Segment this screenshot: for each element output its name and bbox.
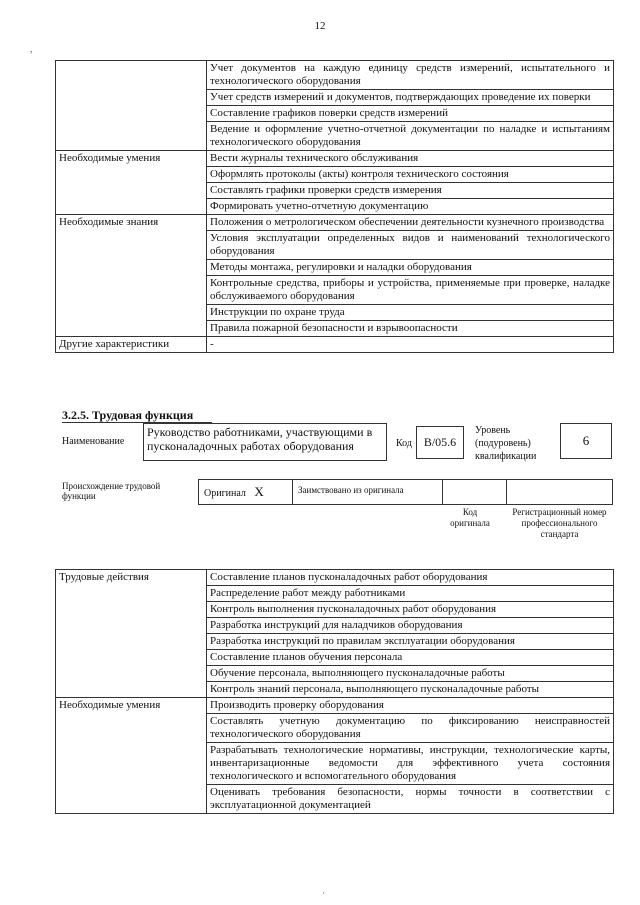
table-row: [56, 570, 614, 586]
table-row: [56, 743, 614, 785]
table-row: [56, 321, 614, 337]
row-item: Оформлять протоколы (акты) контроля технического состояния: [207, 167, 614, 183]
row-item: Составление планов обучения персонала: [207, 650, 614, 666]
original-label: Оригинал: [204, 488, 246, 499]
row-label: [56, 231, 207, 260]
row-label: [56, 682, 207, 698]
row-label: [56, 167, 207, 183]
row-label: [56, 183, 207, 199]
row-item: Формировать учетно-отчетную документацию: [207, 199, 614, 215]
original-cell: [198, 479, 293, 505]
row-item: Распределение работ между работниками: [207, 586, 614, 602]
row-item: Разработка инструкций для наладчиков оборудования: [207, 618, 614, 634]
row-item: Методы монтажа, регулировки и наладки оборудования: [207, 260, 614, 276]
top-requirements-table: [55, 60, 614, 353]
table-row: [56, 650, 614, 666]
row-item: Производить проверку оборудования: [207, 698, 614, 714]
row-item: Правила пожарной безопасности и взрывоопасности: [207, 321, 614, 337]
reg-number-caption: Регистрационный номер профессионального стандарта: [512, 507, 607, 539]
row-label: [56, 61, 207, 90]
table-row: [56, 618, 614, 634]
table-row: [56, 586, 614, 602]
row-item: Учет средств измерений и документов, подтверждающих проведение их поверки: [207, 90, 614, 106]
table-row: [56, 61, 614, 90]
origin-label: Происхождение трудовой функции: [62, 481, 161, 501]
row-label: [56, 276, 207, 305]
code-original-caption: Код оригинала: [450, 507, 490, 528]
table-row: [56, 666, 614, 682]
row-label: [56, 602, 207, 618]
row-label: [56, 260, 207, 276]
row-item: Обучение персонала, выполняющего пусконаладочные работы: [207, 666, 614, 682]
row-item: Составлять учетную документацию по фиксированию неисправностей технологического оборудования: [207, 714, 614, 743]
scan-mark: ·: [322, 888, 325, 898]
row-item: Учет документов на каждую единицу средств измерений, испытательного и технологического оборудования: [207, 61, 614, 90]
table-row: [56, 167, 614, 183]
row-item: Составление планов пусконаладочных работ оборудования: [207, 570, 614, 586]
row-item: Разрабатывать технологические нормативы, инструкции, технологические карты, инвентаризационные ведомости для эффективного учета состояния технологического и вспомогательного оборудования: [207, 743, 614, 785]
function-name-value: Руководство работниками, участвующими в пусконаладочных работах оборудования: [147, 425, 373, 453]
row-label: Трудовые действия: [56, 570, 207, 586]
row-label: [56, 743, 207, 785]
table-row: [56, 785, 614, 814]
table-row: [56, 634, 614, 650]
table-row: [56, 122, 614, 151]
scan-mark: ,: [30, 44, 33, 54]
level-value: 6: [582, 433, 590, 448]
function-name-box: [143, 423, 387, 461]
table-row: [56, 215, 614, 231]
row-label: [56, 106, 207, 122]
row-label: Другие характеристики: [56, 337, 207, 353]
row-item: Составлять графики проверки средств измерения: [207, 183, 614, 199]
row-item: Ведение и оформление учетно-отчетной документации по наладке и испытаниям технологического оборудования: [207, 122, 614, 151]
code-value: B/05.6: [423, 435, 457, 449]
row-label: [56, 199, 207, 215]
section-title: 3.2.5. Трудовая функция: [62, 408, 194, 422]
borrowed-cell: [292, 479, 443, 505]
row-label: [56, 305, 207, 321]
code-value-box: [416, 426, 464, 459]
row-label: [56, 321, 207, 337]
row-item: Оценивать требования безопасности, нормы точности в соответствии с эксплуатационной документацией: [207, 785, 614, 814]
row-label: [56, 634, 207, 650]
row-label: [56, 90, 207, 106]
name-label: Наименование: [62, 436, 125, 447]
row-item: Разработка инструкций по правилам эксплуатации оборудования: [207, 634, 614, 650]
row-label: Необходимые умения: [56, 698, 207, 714]
level-value-box: [560, 423, 612, 459]
original-mark: X: [254, 484, 264, 499]
table-row: [56, 602, 614, 618]
table-row: [56, 231, 614, 260]
row-item: Контрольные средства, приборы и устройства, применяемые при проверке, наладке обслуживаемого оборудования: [207, 276, 614, 305]
level-label: Уровень (подуровень) квалификации: [475, 425, 537, 462]
table-row: [56, 260, 614, 276]
code-label: Код: [396, 438, 412, 449]
row-item: Контроль знаний персонала, выполняющего пусконаладочные работы: [207, 682, 614, 698]
row-item: Условия эксплуатации определенных видов и наименований технологического оборудования: [207, 231, 614, 260]
row-item: Инструкции по охране труда: [207, 305, 614, 321]
table-row: [56, 682, 614, 698]
row-item: Вести журналы технического обслуживания: [207, 151, 614, 167]
row-label: [56, 785, 207, 814]
row-label: [56, 122, 207, 151]
table-row: [56, 337, 614, 353]
table-row: [56, 106, 614, 122]
row-item: -: [207, 337, 614, 353]
row-label: [56, 714, 207, 743]
table-row: [56, 698, 614, 714]
row-item: Положения о метрологическом обеспечении деятельности кузнечного производства: [207, 215, 614, 231]
table-row: [56, 714, 614, 743]
row-label: Необходимые умения: [56, 151, 207, 167]
borrowed-label: Заимствовано из оригинала: [298, 485, 404, 495]
table-row: [56, 90, 614, 106]
row-label: Необходимые знания: [56, 215, 207, 231]
page-number: 12: [314, 20, 326, 32]
table-row: [56, 199, 614, 215]
reg-number-cell: [506, 479, 613, 505]
table-row: [56, 151, 614, 167]
code-original-cell: [442, 479, 507, 505]
row-item: Контроль выполнения пусконаладочных работ оборудования: [207, 602, 614, 618]
row-label: [56, 586, 207, 602]
row-label: [56, 618, 207, 634]
table-row: [56, 183, 614, 199]
row-label: [56, 650, 207, 666]
table-row: [56, 276, 614, 305]
bottom-function-table: [55, 569, 614, 814]
table-row: [56, 305, 614, 321]
row-item: Составление графиков поверки средств измерений: [207, 106, 614, 122]
row-label: [56, 666, 207, 682]
